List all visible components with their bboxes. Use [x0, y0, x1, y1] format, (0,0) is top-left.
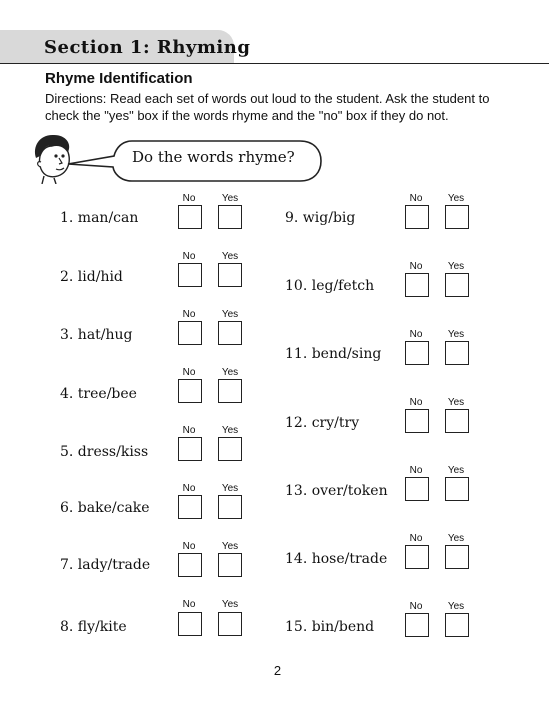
yes-label: Yes: [221, 599, 239, 610]
no-label: No: [409, 261, 423, 272]
rhyme-item-label: 13. over/token: [285, 483, 388, 499]
item-15-yes-checkbox[interactable]: [445, 613, 469, 637]
yes-label: Yes: [447, 601, 465, 612]
item-2-no-checkbox[interactable]: [178, 263, 202, 287]
item-5-no-checkbox[interactable]: [178, 437, 202, 461]
no-label: No: [409, 465, 423, 476]
rhyme-item-label: 8. fly/kite: [60, 619, 127, 635]
item-14-no-checkbox[interactable]: [405, 545, 429, 569]
item-6-yes-checkbox[interactable]: [218, 495, 242, 519]
worksheet-directions: Directions: Read each set of words out loud to the student. Ask the student to check the "yes" box if the words rhyme and the "no" box if they do not.: [45, 91, 490, 123]
no-label: No: [182, 193, 196, 204]
rhyme-item-label: 14. hose/trade: [285, 551, 388, 567]
page-number: 2: [273, 663, 282, 678]
rhyme-item-label: 10. leg/fetch: [285, 278, 375, 294]
item-13-yes-checkbox[interactable]: [445, 477, 469, 501]
rhyme-item-label: 6. bake/cake: [60, 500, 150, 516]
no-label: No: [409, 193, 423, 204]
no-label: No: [182, 483, 196, 494]
item-12-no-checkbox[interactable]: [405, 409, 429, 433]
item-9-no-checkbox[interactable]: [405, 205, 429, 229]
item-10-no-checkbox[interactable]: [405, 273, 429, 297]
yes-label: Yes: [221, 483, 239, 494]
item-15-no-checkbox[interactable]: [405, 613, 429, 637]
rhyme-item-label: 12. cry/try: [285, 415, 360, 431]
item-3-yes-checkbox[interactable]: [218, 321, 242, 345]
no-label: No: [182, 251, 196, 262]
item-11-no-checkbox[interactable]: [405, 341, 429, 365]
item-14-yes-checkbox[interactable]: [445, 545, 469, 569]
item-4-yes-checkbox[interactable]: [218, 379, 242, 403]
yes-label: Yes: [447, 533, 465, 544]
item-7-no-checkbox[interactable]: [178, 553, 202, 577]
yes-label: Yes: [447, 397, 465, 408]
item-8-no-checkbox[interactable]: [178, 612, 202, 636]
item-11-yes-checkbox[interactable]: [445, 341, 469, 365]
worksheet-subtitle: Rhyme Identification: [45, 70, 193, 87]
no-label: No: [409, 397, 423, 408]
rhyme-item-label: 15. bin/bend: [285, 619, 375, 635]
item-2-yes-checkbox[interactable]: [218, 263, 242, 287]
yes-label: Yes: [447, 193, 465, 204]
item-8-yes-checkbox[interactable]: [218, 612, 242, 636]
no-label: No: [182, 599, 196, 610]
item-5-yes-checkbox[interactable]: [218, 437, 242, 461]
no-label: No: [409, 329, 423, 340]
item-4-no-checkbox[interactable]: [178, 379, 202, 403]
no-label: No: [409, 533, 423, 544]
rhyme-item-label: 9. wig/big: [285, 210, 356, 226]
item-6-no-checkbox[interactable]: [178, 495, 202, 519]
yes-label: Yes: [447, 465, 465, 476]
rhyme-item-label: 2. lid/hid: [60, 269, 123, 285]
item-1-no-checkbox[interactable]: [178, 205, 202, 229]
no-label: No: [182, 367, 196, 378]
yes-label: Yes: [447, 329, 465, 340]
speech-bubble-text: Do the words rhyme?: [132, 148, 295, 166]
no-label: No: [409, 601, 423, 612]
item-1-yes-checkbox[interactable]: [218, 205, 242, 229]
section-title: Section 1: Rhyming: [44, 37, 251, 58]
rhyme-item-label: 4. tree/bee: [60, 386, 137, 402]
yes-label: Yes: [221, 193, 239, 204]
yes-label: Yes: [221, 309, 239, 320]
rhyme-item-label: 7. lady/trade: [60, 557, 151, 573]
item-3-no-checkbox[interactable]: [178, 321, 202, 345]
no-label: No: [182, 541, 196, 552]
yes-label: Yes: [221, 425, 239, 436]
no-label: No: [182, 309, 196, 320]
rhyme-item-label: 3. hat/hug: [60, 327, 133, 343]
no-label: No: [182, 425, 196, 436]
item-13-no-checkbox[interactable]: [405, 477, 429, 501]
rhyme-item-label: 11. bend/sing: [285, 346, 382, 362]
item-7-yes-checkbox[interactable]: [218, 553, 242, 577]
section-divider: [0, 63, 549, 64]
rhyme-item-label: 1. man/can: [60, 210, 139, 226]
item-9-yes-checkbox[interactable]: [445, 205, 469, 229]
rhyme-item-label: 5. dress/kiss: [60, 444, 149, 460]
yes-label: Yes: [221, 367, 239, 378]
yes-label: Yes: [221, 541, 239, 552]
item-12-yes-checkbox[interactable]: [445, 409, 469, 433]
item-10-yes-checkbox[interactable]: [445, 273, 469, 297]
yes-label: Yes: [447, 261, 465, 272]
yes-label: Yes: [221, 251, 239, 262]
